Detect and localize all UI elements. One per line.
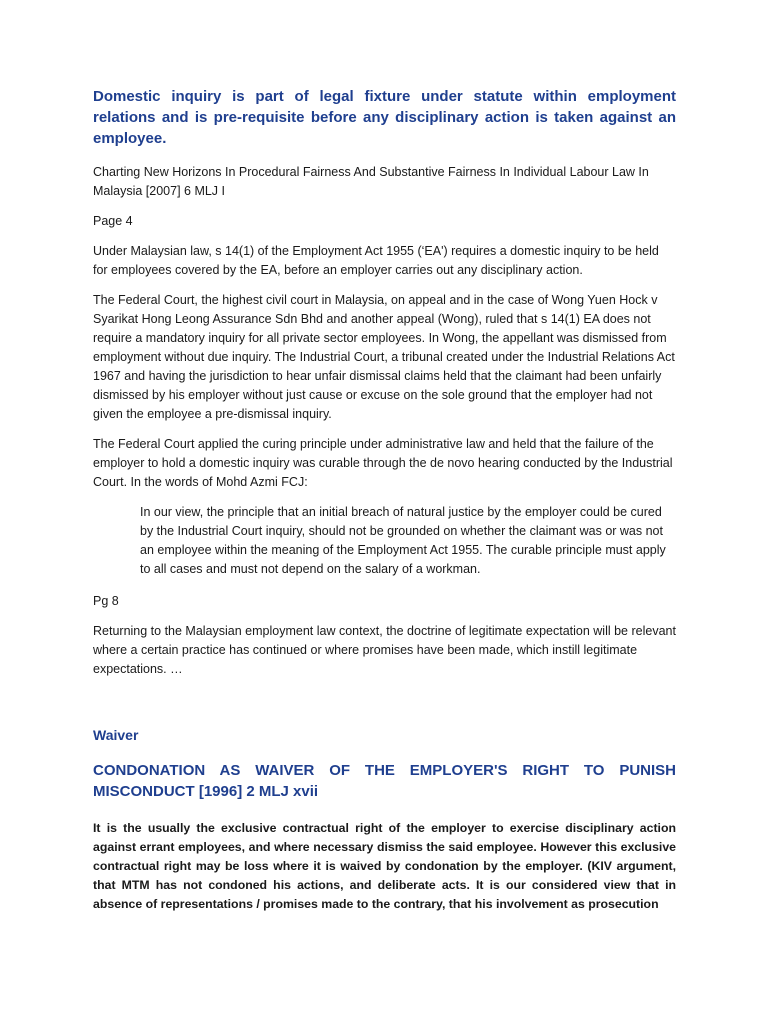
paragraph-federal-court-wong: The Federal Court, the highest civil court in Malaysia, on appeal and in the case of Wong Yuen Hock v Syarikat Hong Leong Assurance Sdn Bhd and another appeal (Wong), ruled that s 14(1) EA does not require a mandatory inquiry for all private sector employees. In Wong, the appellant was dismissed from employment without due inquiry. The Industrial Court, a tribunal created under the Industrial Relations Act 1967 and having the jurisdiction to hear unfair dismissal claims held that the claimant had been unfairly dismissed by his employer without just cause or excuse on the sole ground that the employer had not given the employee a pre-dismissal inquiry. <box>93 293 675 421</box>
paragraph-curing-principle: The Federal Court applied the curing principle under administrative law and held that the failure of the employer to hold a domestic inquiry was curable through the de novo hearing conducted by the Industrial Court. In the words of Mohd Azmi FCJ: <box>93 437 673 489</box>
section-heading-condonation: CONDONATION AS WAIVER OF THE EMPLOYER'S RIGHT TO PUNISH MISCONDUCT [1996] 2 MLJ xvii <box>93 762 676 800</box>
paragraph-legitimate-expectation: Returning to the Malaysian employment law context, the doctrine of legitimate expectation will be relevant where a certain practice has continued or where promises have been made, which instill legitimate expectations. … <box>93 624 676 676</box>
block-quote: In our view, the principle that an initial breach of natural justice by the employer could be cured by the Industrial Court inquiry, should not be grounded on whether the claimant was or was not an employee within the meaning of the Employment Act 1955. The curable principle must apply to all cases and must not depend on the salary of a workman. <box>140 505 666 576</box>
page-reference: Page 4 <box>93 214 133 228</box>
document-heading: Domestic inquiry is part of legal fixture under statute within employment relations and is pre-requisite before any disciplinary action is taken against an employee. <box>93 88 676 147</box>
page-reference: Pg 8 <box>93 594 119 608</box>
paragraph-condonation: It is the usually the exclusive contractual right of the employer to exercise disciplinary action against errant employees, and where necessary dismiss the said employee. However this exclusive contractual right may be loss where it is waived by condonation by the employer. (KIV argument, that MTM has not condoned his actions, and deliberate acts. It is our considered view that in absence of representations / promises made to the contrary, that his involvement as prosecution <box>93 821 676 911</box>
paragraph-employment-act: Under Malaysian law, s 14(1) of the Employment Act 1955 (‘EA') requires a domestic inquiry to be held for employees covered by the EA, before an employer carries out any disciplinary action. <box>93 244 659 277</box>
citation-text: Charting New Horizons In Procedural Fairness And Substantive Fairness In Individual Labour Law In Malaysia [2007] 6 MLJ I <box>93 165 649 198</box>
document-body <box>93 86 676 914</box>
section-heading-waiver: Waiver <box>93 727 139 743</box>
